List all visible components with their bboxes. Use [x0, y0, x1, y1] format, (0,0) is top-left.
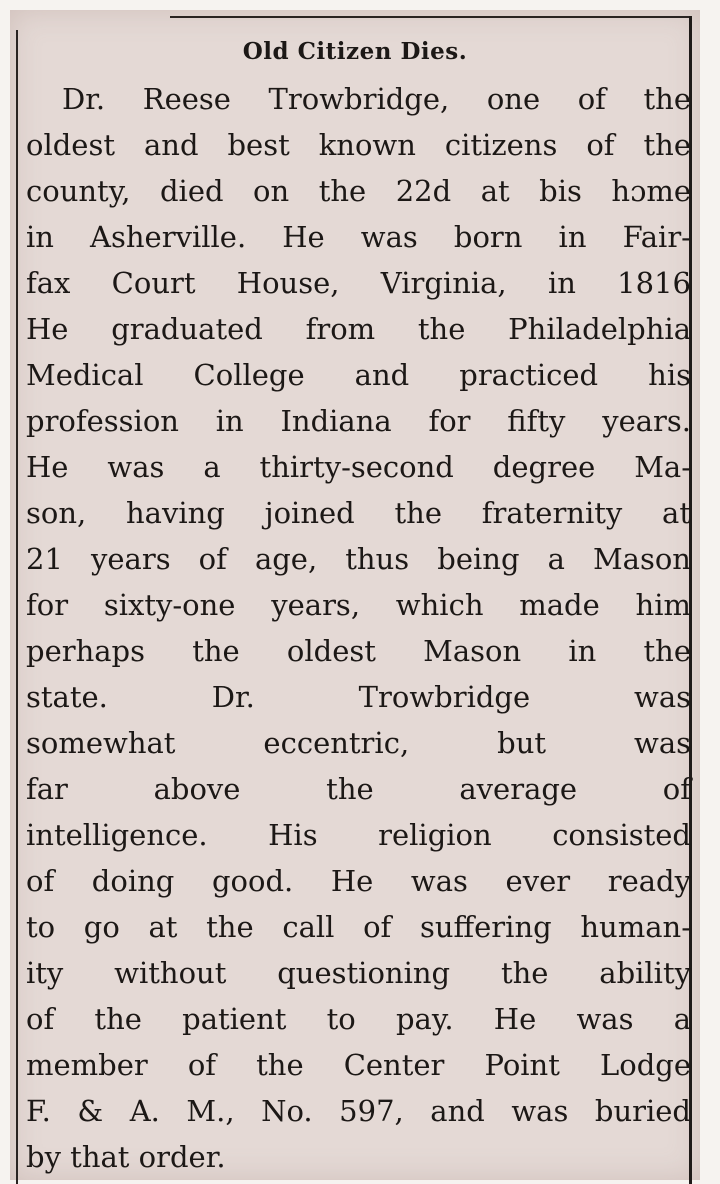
- article-line: county, died on the 22d at bis hɔme: [26, 174, 691, 208]
- article-line: member of the Center Point Lodge: [26, 1048, 691, 1082]
- left-column-rule: [16, 30, 18, 1184]
- article-line: Dr. Reese Trowbridge, one of the: [62, 82, 691, 116]
- top-rule: [170, 16, 690, 18]
- article-line: intelligence. His religion consisted: [26, 818, 691, 852]
- article-line: of doing good. He was ever ready: [26, 864, 691, 898]
- headline: Old Citizen Dies.: [242, 38, 468, 65]
- article-line: by that order.: [26, 1140, 226, 1174]
- article-line: son, having joined the fraternity at: [26, 496, 691, 530]
- article-line: for sixty-one years, which made him: [26, 588, 691, 622]
- article-line: He graduated from the Philadelphia: [26, 312, 691, 346]
- article-line: of the patient to pay. He was a: [26, 1002, 691, 1036]
- article-line: somewhat eccentric, but was: [26, 726, 691, 760]
- article-line: He was a thirty-second degree Ma-: [26, 450, 691, 484]
- article-line: perhaps the oldest Mason in the: [26, 634, 691, 668]
- article-line: fax Court House, Virginia, in 1816: [26, 266, 691, 300]
- article-line: in Asherville. He was born in Fair-: [26, 220, 691, 254]
- article-line: far above the average of: [26, 772, 691, 806]
- newspaper-clipping: [10, 10, 700, 1180]
- article-line: F. & A. M., No. 597, and was buried: [26, 1094, 691, 1128]
- article-line: profession in Indiana for fifty years.: [26, 404, 691, 438]
- article-line: ity without questioning the ability: [26, 956, 691, 990]
- article-line: oldest and best known citizens of the: [26, 128, 691, 162]
- article-body: [26, 76, 691, 1180]
- article-line: state. Dr. Trowbridge was: [26, 680, 691, 714]
- article-line: Medical College and practiced his: [26, 358, 691, 392]
- article-line: 21 years of age, thus being a Mason: [26, 542, 691, 576]
- article-line: to go at the call of suffering human-: [26, 910, 691, 944]
